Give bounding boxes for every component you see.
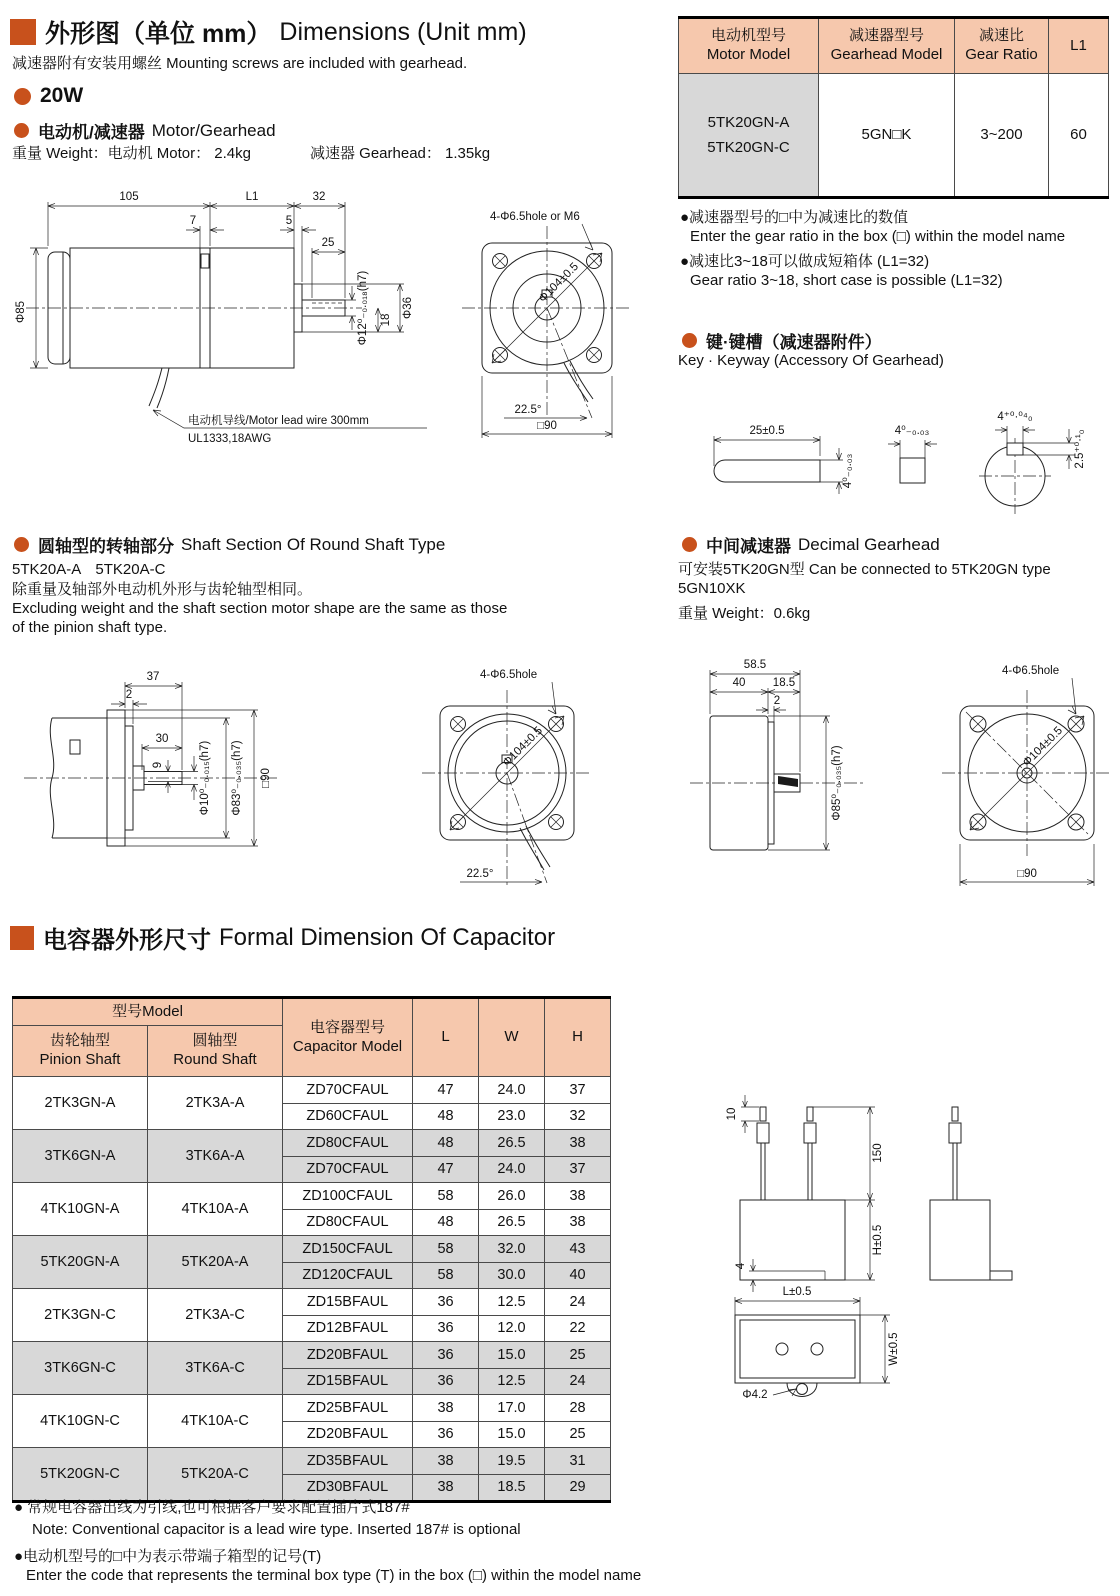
key-length-label: 25±0.5 [749, 425, 785, 437]
dim-w-value: 26.0 [479, 1183, 545, 1210]
capacitor-table-row [13, 1183, 611, 1210]
dim-h-value: 22 [545, 1315, 611, 1342]
dim-phi104-label: Φ104±0.5 [536, 260, 582, 306]
round-shaft-title-cn: 圆轴型的转轴部分 [38, 537, 174, 556]
decimal-gearhead-heading [682, 532, 940, 557]
gearhead-model-header-cn: 减速器型号 [848, 27, 924, 45]
keyway-shaft-drawing [979, 411, 1086, 514]
round-shaft-header-en: Round Shaft [173, 1051, 257, 1068]
model-header: 型号Model [13, 998, 283, 1026]
capacitor-model: ZD60CFAUL [283, 1103, 413, 1130]
dim-sq90-label: □90 [537, 420, 557, 432]
key-keyway-title-cn: 键·键槽（减速器附件） [706, 333, 882, 352]
footer-note-2: Note: Conventional capacitor is a lead wire type. Inserted 187# is optional [32, 1521, 521, 1538]
key-keyway-drawing [685, 382, 1115, 522]
l-header: L [413, 998, 479, 1077]
dim-9-label: 9 [152, 761, 164, 769]
dim-angle-label: 22.5° [466, 868, 494, 880]
pinion-shaft-model: 3TK6GN-C [13, 1342, 148, 1395]
dim-l-value: 48 [413, 1130, 479, 1157]
round-shaft-model: 2TK3A-C [148, 1289, 283, 1342]
capacitor-table-row [13, 1236, 611, 1263]
spec-table-header-row [679, 18, 1109, 74]
dim-h-value: 31 [545, 1448, 611, 1475]
round-shaft-desc-en2: of the pinion shaft type. [12, 619, 168, 636]
pinion-shaft-header-cn: 齿轮轴型 [49, 1032, 110, 1050]
round-shaft-side-view [24, 671, 277, 846]
dim-105-label: 105 [119, 191, 139, 203]
gear-ratio-header-cn: 减速比 [978, 27, 1024, 45]
lead-wire-label: 电动机导线/Motor lead wire 300mm [188, 415, 369, 427]
footer-note-1: ● 常规电容器出线为引线,也可根据客户要求配置插片式187# [14, 1499, 410, 1516]
footer-note-3: ●电动机型号的□中为表示带端子箱型的记号(T) [14, 1548, 322, 1565]
dim-h-value: 25 [545, 1342, 611, 1369]
dim-585-label: 58.5 [743, 659, 767, 671]
dim-30-label: 30 [155, 733, 169, 745]
pinion-shaft-model: 3TK6GN-A [13, 1130, 148, 1183]
dim-h-value: 24 [545, 1368, 611, 1395]
dim-h-value: 28 [545, 1395, 611, 1422]
dim-l-value: 38 [413, 1395, 479, 1422]
dim-w-value: 12.0 [479, 1315, 545, 1342]
h-header: H [545, 998, 611, 1077]
pinion-shaft-header-en: Pinion Shaft [39, 1051, 121, 1068]
pinion-shaft-header [13, 1026, 148, 1077]
capacitor-table-row [13, 1395, 611, 1422]
decimal-title-en: Decimal Gearhead [798, 534, 940, 554]
capacitor-table-header-row1 [13, 998, 611, 1026]
dim-2-label: 2 [773, 695, 781, 707]
capacitor-model: ZD30BFAUL [283, 1474, 413, 1502]
round-shaft-front-view [422, 669, 592, 888]
gear-note-1-cn: ●减速器型号的□中为减速比的数值 [680, 209, 909, 226]
motor-gearhead-spec-table [678, 16, 1109, 199]
power-20w-heading [14, 84, 83, 108]
dim-185-label: 18.5 [772, 677, 796, 689]
key-keyway-heading [682, 328, 882, 353]
bullet-icon [14, 88, 31, 105]
dim-l-value: 36 [413, 1368, 479, 1395]
dim-10-label: 10 [726, 1107, 738, 1121]
pinion-shaft-model: 4TK10GN-A [13, 1183, 148, 1236]
capacitor-model: ZD70CFAUL [283, 1077, 413, 1104]
capacitor-model: ZD20BFAUL [283, 1342, 413, 1369]
capacitor-model-header [283, 998, 413, 1077]
gear-note-2-cn: ●减速比3~18可以做成短箱体 (L1=32) [680, 253, 930, 270]
capacitor-table-row [13, 1342, 611, 1369]
dim-37-label: 37 [146, 671, 160, 683]
capacitor-model: ZD25BFAUL [283, 1395, 413, 1422]
dim-h-value: 40 [545, 1262, 611, 1289]
dim-2-label: 2 [125, 689, 133, 701]
capacitor-model: ZD15BFAUL [283, 1368, 413, 1395]
capacitor-front-view [726, 1095, 884, 1292]
dim-40-label: 40 [732, 677, 746, 689]
capacitor-dimension-table [12, 996, 611, 1503]
dim-w-value: 32.0 [479, 1236, 545, 1263]
dim-sq90-label: □90 [1017, 868, 1037, 880]
motor-gearhead-title-cn: 电动机/减速器 [38, 123, 145, 142]
dim-w-value: 23.0 [479, 1103, 545, 1130]
dim-150-label: 150 [872, 1143, 884, 1163]
round-shaft-model: 4TK10A-C [148, 1395, 283, 1448]
dim-w-label: W±0.5 [888, 1332, 900, 1366]
capacitor-table-row [13, 1448, 611, 1475]
dimensions-subtitle: 减速器附有安装用螺丝 Mounting screws are included with gearhead. [12, 55, 468, 72]
dim-5-label: 5 [285, 215, 293, 227]
capacitor-table-row [13, 1289, 611, 1316]
capacitor-table-row [13, 1130, 611, 1157]
dim-phi10-label: Φ10⁰₋₀.₀₁₅(h7) [199, 740, 211, 816]
l1-cell: 60 [1049, 74, 1109, 198]
capacitor-bottom-view [735, 1286, 900, 1401]
decimal-weight: 重量 Weight：0.6kg [678, 605, 811, 622]
dim-w-value: 15.0 [479, 1421, 545, 1448]
dim-w-value: 12.5 [479, 1289, 545, 1316]
capacitor-side-view [930, 1107, 1012, 1280]
key-keyway-title-en: Key · Keyway (Accessory Of Gearhead) [678, 352, 944, 369]
capacitor-model: ZD100CFAUL [283, 1183, 413, 1210]
dim-phi85-label: Φ85 [15, 301, 27, 323]
round-shaft-header-cn: 圆轴型 [192, 1032, 238, 1050]
keyway-depth-label: 2.5⁺⁰·¹₀ [1074, 429, 1086, 469]
dim-h-value: 32 [545, 1103, 611, 1130]
decimal-line2: 5GN10XK [678, 580, 746, 597]
dim-l-value: 38 [413, 1474, 479, 1502]
pinion-shaft-model: 5TK20GN-C [13, 1448, 148, 1502]
gearhead-model-header-en: Gearhead Model [830, 46, 943, 63]
capacitor-section-title [10, 920, 555, 955]
gear-note-1-en: Enter the gear ratio in the box (□) within the model name [690, 228, 1066, 245]
keyway-width-label: 4⁺⁰·⁰⁴₀ [997, 411, 1033, 423]
dim-l-value: 58 [413, 1236, 479, 1263]
dim-l-value: 36 [413, 1421, 479, 1448]
decimal-front-view [942, 665, 1112, 886]
capacitor-model: ZD80CFAUL [283, 1209, 413, 1236]
dim-h-value: 38 [545, 1130, 611, 1157]
round-shaft-heading [14, 532, 445, 557]
dim-w-value: 19.5 [479, 1448, 545, 1475]
dimensions-title-cn: 外形图（单位 mm） [45, 20, 272, 48]
dim-l-value: 36 [413, 1315, 479, 1342]
round-shaft-title-en: Shaft Section Of Round Shaft Type [181, 534, 446, 554]
weight-gearhead-label: 减速器 Gearhead： 1.35kg [310, 145, 491, 162]
key-section-drawing [888, 425, 937, 483]
bullet-icon [14, 123, 29, 138]
round-shaft-model: 3TK6A-A [148, 1130, 283, 1183]
dim-angle-label: 22.5° [514, 404, 542, 416]
dim-l-value: 47 [413, 1156, 479, 1183]
dim-phi12-label: Φ12⁰₋₀.₀₁₈(h7) [357, 270, 369, 346]
motor-model-1: 5TK20GN-A [707, 113, 790, 131]
pinion-shaft-model: 2TK3GN-C [13, 1289, 148, 1342]
dim-h-value: 25 [545, 1421, 611, 1448]
round-shaft-desc-en1: Excluding weight and the shaft section motor shape are the same as those [12, 600, 508, 617]
decimal-line1: 可安装5TK20GN型 Can be connected to 5TK20GN type [678, 561, 1051, 578]
capacitor-title-cn: 电容器外形尺寸 [43, 927, 211, 954]
spec-table-data-row [679, 74, 1109, 198]
round-shaft-models: 5TK20A-A 5TK20A-C [12, 561, 166, 578]
dim-h-value: 37 [545, 1077, 611, 1104]
round-shaft-model: 5TK20A-C [148, 1448, 283, 1502]
capacitor-model: ZD150CFAUL [283, 1236, 413, 1263]
dim-h-value: 38 [545, 1209, 611, 1236]
capacitor-drawing [685, 1085, 1105, 1415]
dim-w-value: 26.5 [479, 1130, 545, 1157]
capacitor-model: ZD120CFAUL [283, 1262, 413, 1289]
gearhead-model-cell: 5GN□K [819, 74, 955, 198]
dim-l-value: 36 [413, 1289, 479, 1316]
dim-w-value: 24.0 [479, 1156, 545, 1183]
dim-7-label: 7 [189, 215, 197, 227]
round-shaft-drawing [12, 648, 657, 903]
gear-ratio-header [955, 18, 1049, 74]
bullet-icon [682, 537, 697, 552]
motor-gearhead-title-en: Motor/Gearhead [151, 120, 276, 140]
dim-l1-label: L1 [245, 191, 259, 203]
dim-w-value: 17.0 [479, 1395, 545, 1422]
capacitor-model-header-en: Capacitor Model [292, 1037, 403, 1055]
dim-h-value: 43 [545, 1236, 611, 1263]
round-shaft-model: 2TK3A-A [148, 1077, 283, 1130]
motor-gearhead-heading [14, 118, 276, 143]
dim-sq90-side-label: □90 [260, 768, 272, 788]
pinion-shaft-model: 5TK20GN-A [13, 1236, 148, 1289]
section-square-marker [10, 926, 34, 950]
gear-ratio-header-en: Gear Ratio [965, 46, 1038, 63]
lead-wire-spec-label: UL1333,18AWG [188, 433, 272, 445]
capacitor-table-row [13, 1077, 611, 1104]
dim-18-label: 18 [380, 313, 392, 327]
w-header: W [479, 998, 545, 1077]
key-height-label: 4⁰₋₀.₀₃ [842, 453, 854, 489]
dim-l-value: 48 [413, 1103, 479, 1130]
motor-side-view [15, 191, 427, 445]
dim-w-value: 12.5 [479, 1368, 545, 1395]
key-drawing [714, 425, 854, 494]
weight-motor-label: 重量 Weight：电动机 Motor： 2.4kg [12, 145, 251, 162]
round-shaft-desc-cn: 除重量及轴部外电动机外形与齿轮轴型相同。 [12, 581, 313, 598]
capacitor-title-en: Formal Dimension Of Capacitor [219, 923, 556, 951]
mounting-holes-label: 4-Φ6.5hole [1002, 665, 1060, 677]
mounting-holes-label: 4-Φ6.5hole or M6 [490, 211, 580, 223]
footer-note-4: Enter the code that represents the terminal box type (T) in the box (□) within the model name [26, 1567, 642, 1584]
dim-w-value: 15.0 [479, 1342, 545, 1369]
capacitor-model: ZD15BFAUL [283, 1289, 413, 1316]
dim-25-label: 25 [321, 237, 335, 249]
dim-h-value: 24 [545, 1289, 611, 1316]
capacitor-model: ZD80CFAUL [283, 1130, 413, 1157]
dim-32-label: 32 [312, 191, 326, 203]
dim-w-value: 26.5 [479, 1209, 545, 1236]
pinion-shaft-model: 4TK10GN-C [13, 1395, 148, 1448]
decimal-gearhead-drawing [680, 648, 1120, 903]
motor-model-cell [679, 74, 819, 198]
dim-l-value: 47 [413, 1077, 479, 1104]
capacitor-model: ZD12BFAUL [283, 1315, 413, 1342]
dim-l-value: 48 [413, 1209, 479, 1236]
dim-l-value: 58 [413, 1262, 479, 1289]
dim-l-value: 38 [413, 1448, 479, 1475]
decimal-title-cn: 中间减速器 [706, 537, 791, 556]
pinion-shaft-model: 2TK3GN-A [13, 1077, 148, 1130]
bullet-icon [682, 333, 697, 348]
dim-phi83-label: Φ83⁰₋₀.₀₃₅(h7) [231, 740, 243, 816]
round-shaft-model: 5TK20A-A [148, 1236, 283, 1289]
dim-h-label: H±0.5 [872, 1224, 884, 1256]
motor-front-view [462, 211, 632, 438]
capacitor-model: ZD70CFAUL [283, 1156, 413, 1183]
round-shaft-model: 4TK10A-A [148, 1183, 283, 1236]
dim-w-value: 24.0 [479, 1077, 545, 1104]
round-shaft-header [148, 1026, 283, 1077]
l1-header: L1 [1049, 18, 1109, 74]
dim-phi104-label: Φ104±0.5 [500, 724, 546, 770]
dimensions-title-en: Dimensions (Unit mm) [279, 17, 527, 46]
bullet-icon [14, 537, 29, 552]
dim-h-value: 37 [545, 1156, 611, 1183]
round-shaft-model: 3TK6A-C [148, 1342, 283, 1395]
dim-h-value: 38 [545, 1183, 611, 1210]
dim-w-value: 30.0 [479, 1262, 545, 1289]
dim-phi36-label: Φ36 [402, 297, 414, 319]
gear-ratio-cell: 3~200 [955, 74, 1049, 198]
dim-w-value: 18.5 [479, 1474, 545, 1502]
dim-l-label: L±0.5 [782, 1286, 812, 1298]
mounting-holes-label: 4-Φ6.5hole [480, 669, 538, 681]
dim-h-value: 29 [545, 1474, 611, 1502]
dim-4-label: 4 [735, 1262, 747, 1270]
gear-note-2-en: Gear ratio 3~18, short case is possible (L1=32) [690, 272, 1003, 289]
dim-l-value: 36 [413, 1342, 479, 1369]
motor-model-2: 5TK20GN-C [707, 139, 790, 156]
capacitor-model: ZD35BFAUL [283, 1448, 413, 1475]
key-width-label: 4⁰₋₀.₀₃ [894, 425, 930, 437]
motor-model-header-en: Motor Model [706, 46, 791, 63]
section-square-marker [10, 19, 36, 45]
capacitor-model: ZD20BFAUL [283, 1421, 413, 1448]
dim-l-value: 58 [413, 1183, 479, 1210]
dim-phi104-label: Φ104±0.5 [1020, 724, 1066, 770]
capacitor-model-header-cn: 电容器型号 [310, 1018, 386, 1036]
dim-phi85-label: Φ85⁰₋₀.₀₃₅(h7) [831, 745, 843, 821]
motor-gearhead-drawing [12, 186, 667, 451]
gearhead-model-header [819, 18, 955, 74]
dim-phi42-label: Φ4.2 [742, 1389, 768, 1401]
dimensions-section-title [10, 14, 527, 50]
power-label: 20W [40, 84, 84, 107]
decimal-side-view [690, 659, 865, 850]
motor-model-header-cn: 电动机型号 [710, 27, 786, 45]
motor-model-header [679, 18, 819, 74]
